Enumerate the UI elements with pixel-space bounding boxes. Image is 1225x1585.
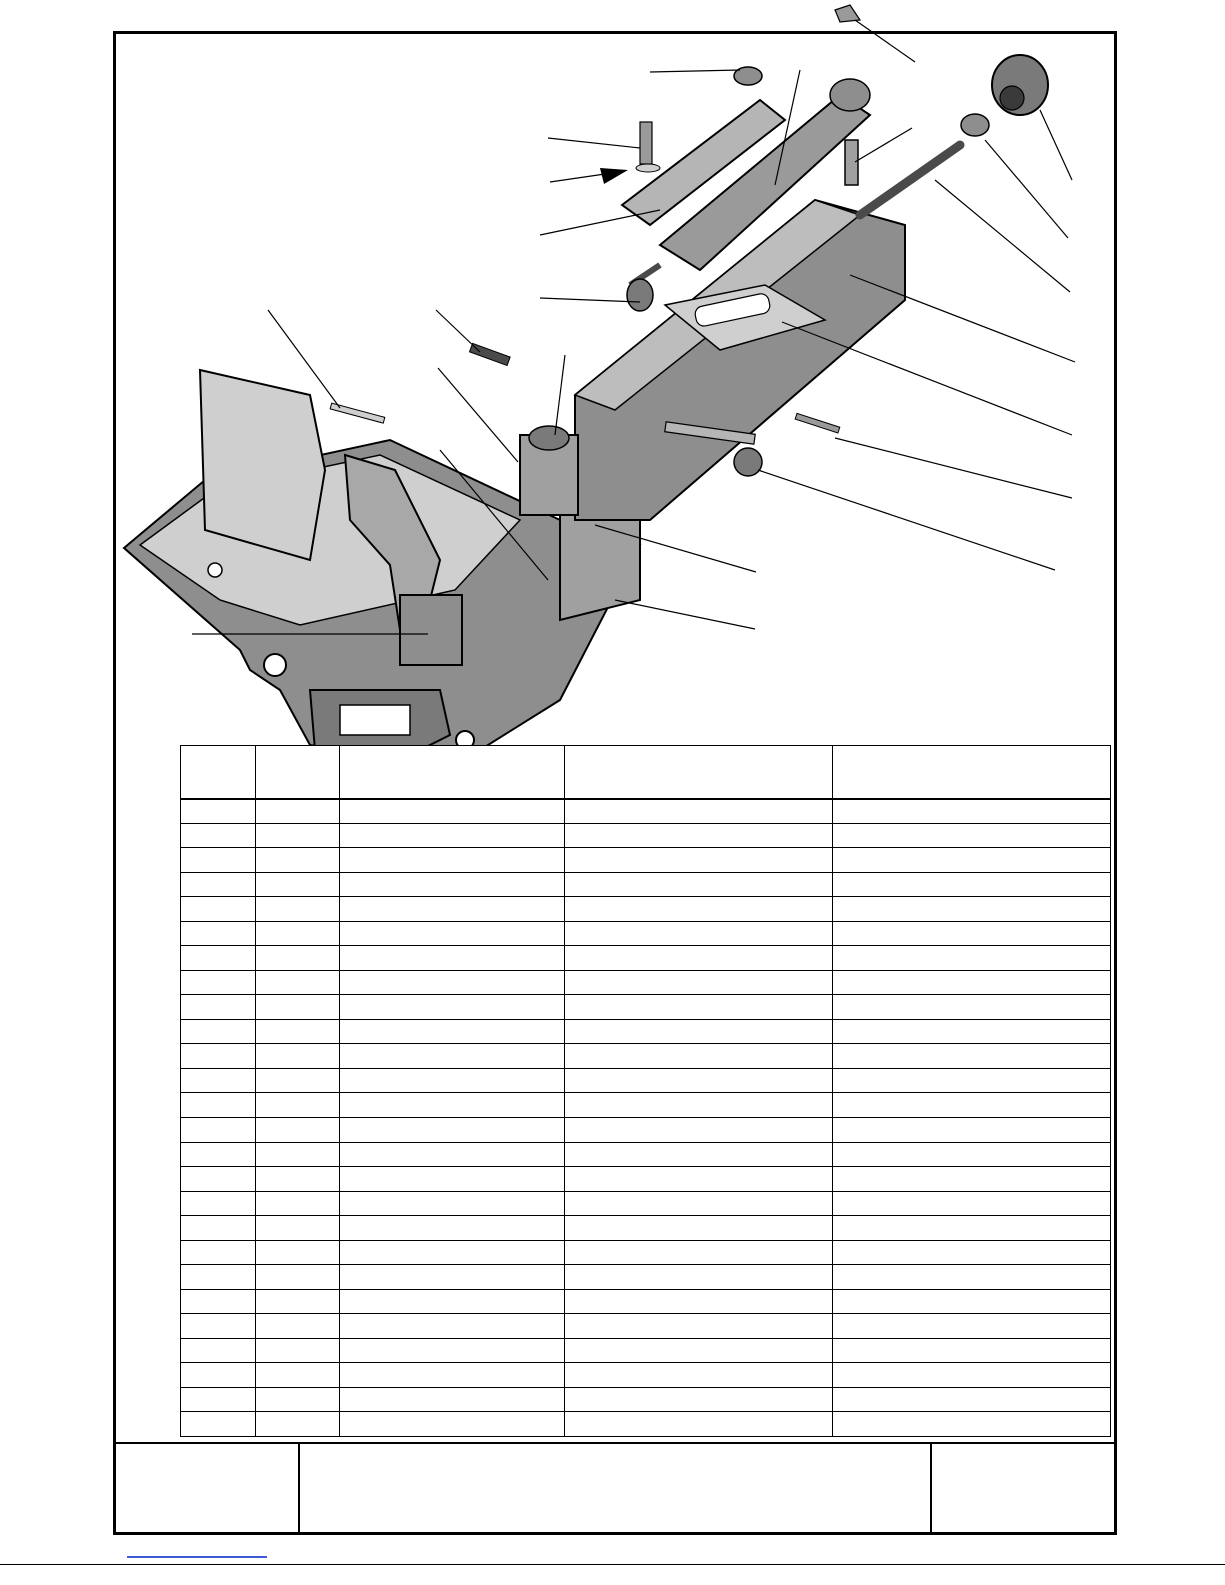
table-cell [181,1265,256,1290]
table-cell [833,1142,1111,1167]
table-row [181,848,1111,873]
table-cell [340,1338,565,1363]
title-block-center-cell [300,1442,930,1535]
gear-hub [1000,86,1024,110]
table-cell [256,1019,340,1044]
table-cell [565,848,833,873]
table-cell [256,995,340,1020]
table-cell [256,1240,340,1265]
table-cell [833,1044,1111,1069]
table-cell [340,921,565,946]
title-block-left-cell [113,1442,298,1535]
table-row [181,823,1111,848]
title-block [113,1442,1117,1535]
table-row [181,1142,1111,1167]
rod-clevis [627,279,653,311]
table-cell [256,946,340,971]
spindle-top [529,426,569,450]
table-cell [833,799,1111,824]
title-block-right-cell [932,1442,1117,1535]
table-cell [181,970,256,995]
table-cell [181,1044,256,1069]
table-cell [833,1191,1111,1216]
table-cell [256,1265,340,1290]
table-row [181,799,1111,824]
table-cell [340,823,565,848]
table-cell [833,1216,1111,1241]
table-row [181,1240,1111,1265]
fence-plate [200,370,325,560]
table-cell [181,848,256,873]
footer-link-underline[interactable] [127,1556,267,1558]
table-row [181,1289,1111,1314]
table-cell [833,995,1111,1020]
table-cell [565,946,833,971]
table-row [181,970,1111,995]
table-cell [565,1265,833,1290]
table-cell [256,1044,340,1069]
table-cell [181,1117,256,1142]
table-cell [340,1289,565,1314]
table-row [181,1191,1111,1216]
table-cell [340,1117,565,1142]
table-cell [565,1240,833,1265]
table-cell [340,1314,565,1339]
table-cell [833,1314,1111,1339]
table-cell [340,1019,565,1044]
table-cell [340,799,565,824]
table-cell [833,1387,1111,1412]
e-clip [835,5,860,22]
table-cell [565,1191,833,1216]
table-cell [256,872,340,897]
bolt-head [734,448,762,476]
table-cell [256,1142,340,1167]
table-cell [833,1117,1111,1142]
table-row [181,946,1111,971]
table-cell [565,1387,833,1412]
table-row [181,1044,1111,1069]
table-cell [565,1289,833,1314]
table-cell [833,1240,1111,1265]
table-cell [181,1216,256,1241]
leader-line [615,600,755,629]
table-cell [181,1289,256,1314]
table-row [181,1387,1111,1412]
table-cell [565,1142,833,1167]
table-cell [256,1289,340,1314]
table-row [181,1314,1111,1339]
table-cell [181,1093,256,1118]
table-cell [256,1314,340,1339]
table-cell [181,1387,256,1412]
arrowhead [600,168,628,184]
table-cell [565,1363,833,1388]
table-cell [256,970,340,995]
table-cell [833,1265,1111,1290]
table-cell [565,1167,833,1192]
table-cell [565,970,833,995]
table-cell [833,1019,1111,1044]
leader-line [855,20,915,62]
table-cell [256,1387,340,1412]
leader-line [550,174,605,182]
table-header-cell [833,746,1111,799]
table-cell [833,897,1111,922]
table-cell [340,1412,565,1437]
pivot-pin [845,140,858,185]
table-cell [565,799,833,824]
table-cell [565,872,833,897]
table-cell [565,1093,833,1118]
table-cell [256,1093,340,1118]
table-row [181,1338,1111,1363]
table-cell [833,1093,1111,1118]
leader-line [835,438,1072,498]
table-cell [565,1412,833,1437]
table-row [181,1093,1111,1118]
table-header-cell [340,746,565,799]
table-cell [256,799,340,824]
table-cell [833,1412,1111,1437]
front-bracket-slot [340,705,410,735]
table-cell [181,1240,256,1265]
leader-line [540,210,660,235]
table-header-cell [565,746,833,799]
table-cell [181,1191,256,1216]
table-cell [340,970,565,995]
table-row [181,1117,1111,1142]
table-cell [256,848,340,873]
leader-line [985,140,1068,238]
table-cell [181,1338,256,1363]
exploded-assembly-drawing [0,0,1225,745]
table-cell [565,823,833,848]
table-cell [340,946,565,971]
table-cell [256,1117,340,1142]
table-cell [565,1314,833,1339]
table-cell [181,995,256,1020]
mount-hole-rear [208,563,222,577]
table-cell [181,872,256,897]
table-cell [565,897,833,922]
leader-line [540,298,640,302]
mount-hole-right [456,731,474,745]
hex-nut [961,114,989,136]
leader-line [855,128,912,162]
table-cell [340,1044,565,1069]
table-cell [256,1216,340,1241]
leader-line [436,310,480,352]
table-row [181,1265,1111,1290]
table-cell [256,921,340,946]
table-header-cell [256,746,340,799]
table-cell [833,1167,1111,1192]
leader-line [935,180,1070,292]
table-cell [181,946,256,971]
table-cell [256,1363,340,1388]
table-cell [181,1167,256,1192]
table-header-cell [181,746,256,799]
table-cell [565,1068,833,1093]
table-row [181,1216,1111,1241]
table-cell [565,1044,833,1069]
leader-line [650,70,740,72]
table-cell [565,1019,833,1044]
table-cell [833,970,1111,995]
table-cell [340,872,565,897]
table-cell [181,823,256,848]
table-cell [340,1167,565,1192]
table-cell [340,1068,565,1093]
leader-line [758,470,1055,570]
table-cell [256,1068,340,1093]
table-cell [181,1019,256,1044]
table-cell [256,897,340,922]
table-cell [565,1117,833,1142]
table-cell [340,897,565,922]
leader-line [548,138,640,148]
table-cell [565,1216,833,1241]
table-cell [181,1142,256,1167]
table-cell [181,799,256,824]
table-cell [181,1412,256,1437]
table-cell [340,1265,565,1290]
clamp-block [400,595,462,665]
table-cell [340,1240,565,1265]
guide-rod [860,145,960,215]
table-row [181,1019,1111,1044]
table-cell [833,1363,1111,1388]
table-cell [181,1314,256,1339]
table-cell [181,921,256,946]
table-cell [340,1387,565,1412]
table-cell [256,1412,340,1437]
table-cell [340,1093,565,1118]
table-cell [181,897,256,922]
table-cell [833,946,1111,971]
table-row [181,1068,1111,1093]
mount-hole-left [264,654,286,676]
table-cell [833,1289,1111,1314]
leader-line [438,368,518,462]
parts-list-table [180,745,1111,1437]
table-header-row [181,746,1111,799]
leader-line [555,355,565,435]
table-cell [565,1338,833,1363]
table-row [181,1363,1111,1388]
table-row [181,872,1111,897]
table-cell [181,1363,256,1388]
table-cell [256,823,340,848]
table-cell [256,1338,340,1363]
table-cell [256,1191,340,1216]
table-row [181,897,1111,922]
cap-screw [640,122,652,164]
table-cell [833,921,1111,946]
table-cell [833,823,1111,848]
table-cell [833,1068,1111,1093]
table-cell [340,1216,565,1241]
leader-line [1040,110,1072,180]
table-cell [565,921,833,946]
footer-rule [0,1564,1225,1565]
table-row [181,1412,1111,1437]
leader-line [782,322,1072,435]
table-cell [340,995,565,1020]
table-cell [565,995,833,1020]
table-cell [256,1167,340,1192]
table-row [181,921,1111,946]
table-cell [340,848,565,873]
table-cell [833,1338,1111,1363]
table-cell [833,848,1111,873]
table-row [181,995,1111,1020]
cylinder-end-cap [830,79,870,111]
table-cell [833,872,1111,897]
table-cell [181,1068,256,1093]
table-row [181,1167,1111,1192]
socket-screw [469,343,510,365]
table-cell [340,1142,565,1167]
table-cell [340,1363,565,1388]
washer [636,164,660,172]
table-cell [340,1191,565,1216]
long-screw [795,413,840,433]
